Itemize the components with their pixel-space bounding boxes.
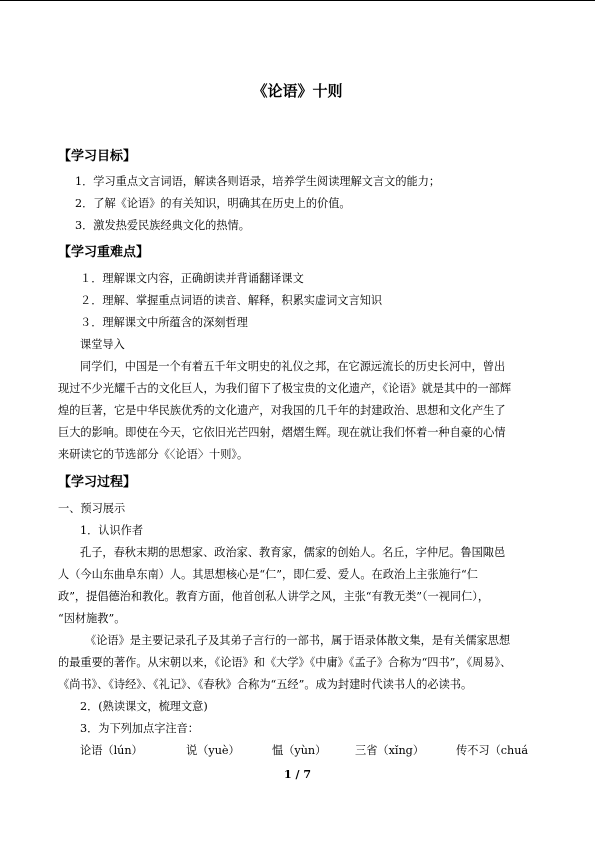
intro-line: 煌的巨著，它是中华民族优秀的文化遗产，对我国的几千年的封建政治、思想和文化产生了: [58, 404, 506, 417]
pinyin-item: 愠（yùn）: [272, 744, 327, 757]
subsection-title: 2．(熟读课文，梳理文意): [80, 700, 208, 713]
intro-line: 现过不少光耀千古的文化巨人，为我们留下了极宝贵的文化遗产，《论语》就是其中的一部辉: [58, 382, 512, 395]
lunyu-line: 《论语》是主要记录孔子及其弟子言行的一部书，属于语录体散文集，是有关儒家思想: [85, 634, 511, 647]
objectives-heading: 【学习目标】: [58, 149, 137, 164]
key-point-item: ３．理解课文中所蕴含的深刻哲理: [80, 316, 248, 329]
section-title: 一、预习展示: [58, 502, 126, 515]
objective-item: 1．学习重点文言词语，解读各则语录，培养学生阅读理解文言文的能力；: [75, 175, 441, 188]
pinyin-item: 传不习（chuá: [456, 744, 529, 757]
intro-line: 同学们，中国是一个有着五千年文明史的礼仪之邦，在它源远流长的历史长河中，曾出: [80, 360, 506, 373]
author-line: 政”，提倡德治和教化。教育方面，他首创私人讲学之风，主张“有教无类”（一视同仁），: [58, 590, 490, 603]
pinyin-item: 三省（xǐng）: [355, 744, 425, 757]
pinyin-item: 论语（lún）: [80, 744, 143, 757]
intro-label: 课堂导入: [80, 338, 125, 351]
author-line: 人（今山东曲阜东南）人。其思想核心是“仁”，即仁爱、爱人。在政治上主张施行“仁: [58, 568, 478, 581]
top-rule: [0, 0, 595, 1]
intro-line: 来研读它的节选部分《〈论语〉十则》。: [58, 448, 249, 461]
subsection-title: 1．认识作者: [80, 524, 144, 537]
key-point-item: ２．理解、掌握重点词语的读音、解释，积累实虚词文言知识: [80, 294, 383, 307]
lunyu-line: 的最重要的著作。从宋朝以来，《论语》和《大学》《中庸》《孟子》合称为“四书”，《周易》、: [58, 656, 512, 669]
lunyu-line: 《尚书》、《诗经》、《礼记》、《春秋》合称为“五经”。成为封建时代读书人的必读书。: [58, 678, 473, 691]
page-number: 1 / 7: [284, 768, 311, 781]
pinyin-item: 说（yuè）: [186, 744, 240, 757]
key-points-heading: 【学习重难点】: [58, 245, 150, 260]
key-point-item: １．理解课文内容，正确朗读并背诵翻译课文: [80, 272, 304, 285]
objective-item: 2．了解《论语》的有关知识，明确其在历史上的价值。: [75, 197, 351, 210]
author-line: “因材施教”。: [58, 612, 126, 625]
pinyin-row: [58, 742, 538, 758]
document-title: 《论语》十则: [252, 82, 343, 100]
author-line: 孔子，春秋末期的思想家、政治家、教育家，儒家的创始人。名丘，字仲尼。鲁国陬邑: [80, 546, 506, 559]
process-heading: 【学习过程】: [58, 475, 137, 490]
subsection-title: 3．为下列加点字注音：: [80, 722, 199, 735]
objective-item: 3．激发热爱民族经典文化的热情。: [75, 219, 250, 232]
intro-line: 巨大的影响。即使在今天，它依旧光芒四射，熠熠生辉。现在就让我们怀着一种自豪的心情: [58, 426, 506, 439]
